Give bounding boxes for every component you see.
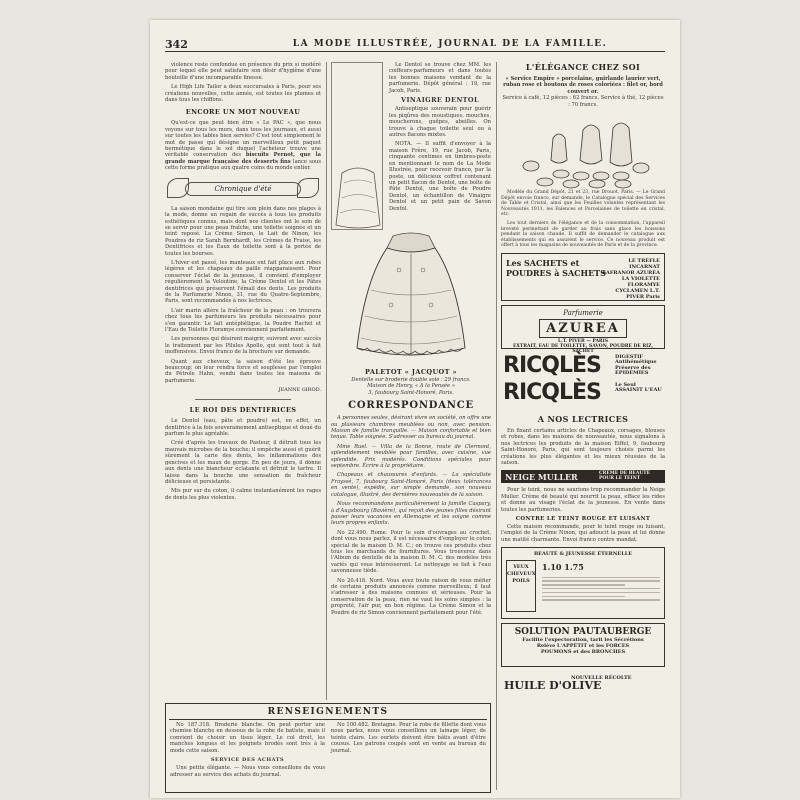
ad-huile-olive [501,671,665,701]
ad-text: POUMONS et des BRONCHES [540,649,626,656]
correspondance-title: CORRESPONDANCE [348,400,474,412]
paletot-illustration [331,230,491,366]
article-text: A personnes seules, désirant vivre en société, on offre une ou plusieurs chambres meublées ou non, avec pension. Maison de famille tranquille. — Maison confortable et bien tenue. Table soignée. S'adresser au bureau du journal. [331,415,491,441]
article-text: Pour le teint, nous ne saurions trop recommander la Neige Muller. Crème de beauté qui nourrit la peau, efface les rides et donne au visage l'éclat de la jeunesse. En vente dans toutes les parfumeries. [501,487,665,513]
ad-text: Les SACHETS et [506,257,580,268]
chronique-banner [165,176,321,200]
ad-text: DIGESTIF Antihémétique Préserve des ÉPIDÉMIES [615,353,657,377]
column-right [501,62,665,705]
intro-paragraph: violence reste confondue en présence du prix si modéré pour lequel elle peut satisfaire son désir d'hygiène d'une bouteille d'une incomparable finesse. [165,62,321,81]
article-text: En fixant certains articles de Chapeaux, corsages, blouses et robes, dans les maisons de nouveautés, nous signalons à nos lectrices les produits de la maison Eiffel, 9, faubourg Saint-Honoré, Paris, qui sont toujours choisis parmi les créations les plus élégantes et les mieux réussies de la saison. [501,427,665,466]
ad-text: Parfumerie [563,308,603,317]
renseignements-box [165,703,491,793]
renseignements-column [170,722,325,781]
ad-beaute-jeunesse [501,547,665,619]
article-text: Nous recommandons particulièrement la famille Caspary, à d'Augsbourg (Bavière), qui reçoit des jeunes filles désirant passer leurs vacances en Allemagne et les soigne comme leurs propres enfants. [331,501,491,527]
journal-page [150,20,680,798]
column-left [165,62,321,504]
ad-ricqles [501,353,665,409]
figure-caption-title: PALETOT « JACQUOT » [365,368,457,376]
article-text: Mme Ruel. — Villa de la Bonne, route de Clermont, splendidement meublée pour familles, avec cuisine, vue splendide. Prix modérés. Conditions spéciales pour septembre. Écrire à la propriétaire. [331,443,491,470]
section-heading: SERVICE DES ACHATS [210,757,285,764]
paletot-figure [331,230,491,366]
column-rule [496,62,497,790]
section-heading: LE ROI DES DENTIFRICES [189,406,297,415]
column-middle [331,62,491,619]
ad-price: 1.10 1.75 [542,562,584,573]
section-heading: L'ÉLÉGANCE CHEZ SOI [525,62,641,72]
article-text: No 100.482. Bretagne. Pour la robe de fillette dont vous nous parlez, nous vous conseillons un lainage léger, de teinte claire. Les ourlets doivent être bâtis avant d'être cousus. Les patrons coupés sont en vente au bureau du journal. [331,722,486,754]
ad-sachets-piver [501,253,665,301]
article-bold-text: biscuits Pernot, que la grande marque française des desserts fins [165,152,321,165]
article-text: Antiseptique souverain pour guérir les piqûres des moustiques, mouches, moucherons, guêpes, abeilles. On trouve à chaque toilette seul ou à autres flacons mixtes. [389,106,491,139]
article-text: Cette maison recommande, pour le teint rouge ou luisant, l'emploi de la Crème Ninon, qui adoucit la peau et lui donne une matité charmante. Envoi franco contre mandat. [501,524,665,543]
ad-text: YEUX CHEVEUX POILS [506,560,536,612]
ad-brand: AZUREA [539,319,627,338]
page-header [165,38,665,52]
article-text: Le Dentol (eau, pâte et poudre) est, en effet, un dentifrice à la fois souverainement antiseptique et doué du parfum le plus agréable. [165,418,321,438]
tea-service-figure [501,108,665,190]
ad-brand: SOLUTION PAUTAUBERGE [514,627,652,638]
ad-neige-muller [501,470,665,483]
article-text: No 20.418. Nord. Vous avez toute raison de vous méfier de certains produits annoncés comme merveilleux; il faut s'adresser à des maisons connues et sérieuses. Pour la conservation de la peau, rien ne vaut les soins simples : la propreté, l'air pur, un bon régime. La Crème Simon et la Poudre de riz Simon conviennent parfaitement pour l'été. [331,577,491,616]
ad-brand: HUILE D'OLIVE [504,679,602,693]
renseignements-title: RENSEIGNEMENTS [169,707,487,720]
ad-brand: RICQLÈS [503,352,601,378]
ad-brand: RICQLÈS [503,379,601,405]
figure-caption: Modèle du Grand Dépôt, 21 et 23, rue Drouot, Paris. — Le Grand Dépôt envoie franco, sur demande, le Catalogue spécial des Services de Table et Cristal, ainsi que les Feuilles volantes représentant les Nouveautés 1911, les Faïences et Porcelaines de toilette en cristal, etc. [501,190,665,218]
article-text: Qu'est-ce que peut bien être « Le PAC », que nous voyons sur tous les murs, dans tous les journaux, et aussi sur toutes les tables bien servies? C'est tout simplement le mot de passe qui désigne un merveilleux petit paquet hermétique dans le sol duquel l'acheteur trouve une véritable conservation des [165,120,321,159]
article-text: L'hiver est passé, les manteaux ont fait place aux robes légères et les chapeaux de paille réapparaissent. Pour conserver l'éclat de la jeunesse, il convient d'employer régulièrement la Veloutine, la Crème Dentol et les Pâtes dentifrices qui préservent l'émail des dents. Les produits de la Parfumerie Ninon, 31, rue du Quatre-Septembre, Paris, sont recommandés à nos lectrices. [165,259,321,305]
ad-text: L.T. PIVER — PARIS [557,338,609,344]
page-number: 342 [165,38,188,51]
article-text: Créé d'après les travaux de Pasteur, il détruit tous les mauvais microbes de la bouche; il empêche aussi et guérit sûrement la carie des dents, les inflammations des gencives et les maux de gorge. En peu de jours, il donne aux dents une blancheur éclatante et détruit le tartre. Il laisse dans la bouche une sensation de fraîcheur délicieuse et persistante. [165,440,321,485]
intro-paragraph: Le High Life Tailor a deux succursales à Paris, pour ses créations nouvelles, cette année, est toutes les plumes et dans tous les chiffons. [165,84,321,104]
section-heading: A NOS LECTRICES [537,413,629,424]
figure-caption: Maison de Henry, « A la Pensée » [367,383,455,390]
section-heading: VINAIGRE DENTOL [401,96,479,105]
ad-azurea [501,305,665,354]
article-text: NOTA. — Il suffit d'envoyer à la maison Frère, 19, rue Jacob, Paris, cinquante centimes en timbres-poste en mentionnant le nom de La Mode Illustrée, pour recevoir franco, par la poste, un délicieux coffret contenant un petit flacon de Dentol, une boîte de Pâte Dentol, une boîte de Poudre Dentol, un échantillon de Vinaigre Dentol et un petit pain de Savon Dentol. [389,141,491,212]
chronique-title: Chronique d'été [185,182,301,196]
ad-text: LE TRÈFLE INCARNAT SAFRANOR AZURÉA LA VIOLETTE FLORAMYE CYCLAMEN L.T. PIVER Paris [602,257,660,300]
ad-brand: NEIGE MULLER [505,472,578,483]
ad-solution-pautauberge [501,623,665,667]
ad-text: EXTRAIT, EAU DE TOILETTE, SAVON, POUDRE DE RIZ, SACHET [512,343,654,354]
article-text: No 187.318. Broderie blanche. On peut porter une chemise blanche en dessous de la robe de batiste, mais il convient de choisir un tissu léger. Le col droit, les manches longues et les poignets brodés sont très à la mode cette saison. [170,722,325,754]
article-text: Le Dentol se trouve chez MM. les coiffeurs-parfumeurs et dans toutes les bonnes maisons vendant de la parfumerie. Dépôt général : 19, rue Jacob, Paris. [389,62,491,94]
article-text: Chapeaux et chaussures d'enfants. — La spécialiste Frayssé, 7, faubourg Saint-Honoré, Paris (deux tolérances en vente), expédie, sur simple demande, son nouveau catalogue, illustré, des dernières nouveautés de la saison. [331,472,491,498]
signature: JEANNE GIROD. [278,387,321,394]
article-text: « Service Empire » porcelaine, guirlande laurier vert, ruban rose et boutons de roses coloriées : filet or, bord couvert or. [503,76,663,95]
ad-text: POUDRES à SACHETS [506,267,606,278]
ad-text: NOUVELLE RÉCOLTE [571,675,632,682]
article-text: Mis pur sur du coton, il calme instantanément les rages de dents les plus violentes. [165,488,321,501]
article-text: L'air marin altère la fraîcheur de la peau : on trouvera chez tous les parfumeurs les produits nécessaires pour s'en garantir. Le lait antéphélique, la Poudre Rachel et l'Eau de Toilette Floramye conviennent parfaitement. [165,307,321,333]
section-heading: ENCORE UN MOT NOUVEAU [185,108,301,117]
ad-text: Relève L'APPÉTIT et les FORCES [536,643,630,650]
article-text: Les personnes qui désirent maigrir, suivront avec succès le traitement par les Pilules Apollo, qui sont tout à fait inoffensives. Envoi franco de la brochure sur demande. [165,336,321,356]
renseignements-column [331,722,486,757]
section-heading: CONTRE LE TEINT ROUGE ET LUISANT [515,516,651,523]
divider [195,399,291,400]
tea-service-illustration [501,108,665,190]
ad-text: BEAUTÉ & JEUNESSE ÉTERNELLE [533,551,633,558]
article-text: Une petite élégante. — Nous vous conseillons de vous adresser au service des achats du journal. [170,765,325,778]
article-text: La saison mondaine qui tire son plein dans nos plages à la mode, donne un regain de succès à tous les produits esthétiques connus, mais dont nos clientes ont le soin de se servir pour une peau fraîche, une toilette soignée et un teint reposé. La Crème Simon, le Lait de Ninon, les Poudres de riz Sarah Bernhardt, les Crèmes de Fraise, les Dentifrices et les Eaux de toilette sont à la portée de toutes les bourses. [165,205,321,257]
dentol-block [331,62,491,230]
paletot-illustration [331,62,383,230]
article-text: Les tout derniers de l'élégance et de la consommation, l'appareil breveté permettant de garder au frais sans glace les boissons pendant la saison chaude. Il suffit de demander le catalogue aux établissements qui en assurent le service. Ce nouveau produit est offert à tous les magasins de nouveautés de Paris et de la province. [501,221,665,249]
article-text: No 22.490. Rome. Pour le soin d'ouvrages au crochet, dont vous nous parlez, il est nécessaire d'employer le coton spécial de la maison D. M. C.; on trouve ces produits chez tous les marchands de fournitures. Vous trouverez dans l'Album de dentelle de la maison D. M. C. des modèles très variés qui vous intéresseront. Le nettoyage se fait à l'eau savonneuse tiède. [331,529,491,575]
ad-text: CRÈME DE BEAUTÉ POUR LE TEINT [599,471,651,481]
journal-title: LA MODE ILLUSTRÉE, JOURNAL DE LA FAMILLE. [292,39,608,49]
ad-text-lines [542,574,660,603]
figure-caption: 3, faubourg Saint-Honoré, Paris. [368,389,454,396]
ad-text: Facilite l'expectoration, tarit les Sécrétions [522,637,644,644]
ad-text: Le Seul ASSAINIT L'EAU [615,381,662,394]
article-text: Quant aux cheveux, la saison d'été les éprouve beaucoup; on leur rendra force et souplesse par l'emploi du Pétrole Hahn, vendu dans toutes les maisons de parfumerie. [165,358,321,384]
article-text: Service à café, 12 pièces : 62 francs. Service à thé, 12 pièces : 70 francs. [502,95,664,108]
figure-caption: Dentelle sur broderie double soie : 29 francs. [351,377,471,383]
article-text: lance sous cette forme pratique aux quatre coins du monde entier. [165,158,321,172]
column-rule [326,62,327,700]
paletot-illustration [332,63,384,231]
